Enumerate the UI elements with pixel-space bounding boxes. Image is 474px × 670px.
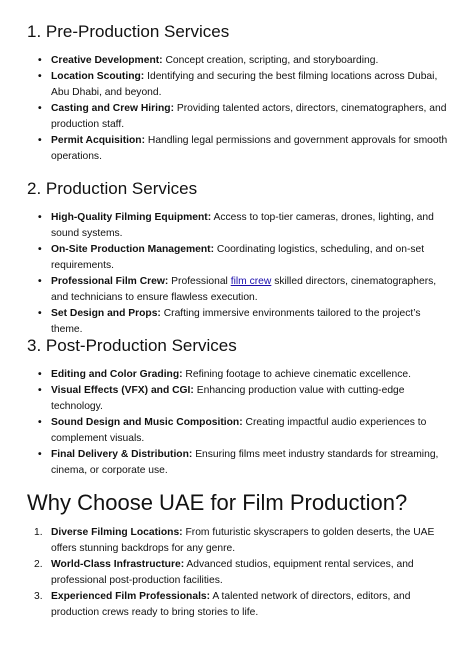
item-term: World-Class Infrastructure: [51, 559, 185, 570]
list-item [51, 53, 449, 69]
list-item [51, 69, 449, 101]
item-text: Coordinating logistics, scheduling, and on-set requirements. [51, 244, 425, 271]
item-text: skilled directors, cinematographers, and technicians to ensure flawless execution. [51, 276, 437, 303]
item-text: From futuristic skyscrapers to golden deserts, the UAE offers stunning backdrops for any genre. [51, 527, 435, 554]
pre-production-list [51, 53, 449, 165]
list-item [51, 133, 449, 165]
list-item [51, 383, 449, 415]
post-production-list [51, 367, 449, 479]
item-term: Diverse Filming Locations: [51, 527, 183, 538]
item-text: Identifying and securing the best filming locations across Dubai, Abu Dhabi, and beyond. [51, 71, 438, 98]
item-term: Casting and Crew Hiring: [51, 103, 174, 114]
item-text: Enhancing production value with cutting-edge technology. [51, 385, 405, 412]
section-heading-post-production: 3. Post-Production Services [27, 336, 237, 355]
item-number: 1. [34, 527, 43, 538]
list-item [51, 367, 449, 383]
list-item [51, 101, 449, 133]
item-term: Set Design and Props: [51, 308, 161, 319]
list-item [51, 242, 449, 274]
list-item [51, 210, 449, 242]
item-term: Location Scouting: [51, 71, 145, 82]
item-text: Creating impactful audio experiences to complement visuals. [51, 417, 427, 444]
item-text: A talented network of directors, editors, and production crews ready to bring stories to life. [51, 591, 411, 618]
list-item [51, 447, 449, 479]
item-term: On-Site Production Management: [51, 244, 215, 255]
item-number: 2. [34, 559, 43, 570]
item-term: Visual Effects (VFX) and CGI: [51, 385, 194, 396]
item-term: Final Delivery & Distribution: [51, 449, 193, 460]
item-term: High-Quality Filming Equipment: [51, 212, 212, 223]
why-choose-list [34, 525, 449, 621]
item-term: Editing and Color Grading: [51, 369, 183, 380]
section-heading-pre-production: 1. Pre-Production Services [27, 22, 230, 41]
list-item [34, 557, 449, 589]
item-number: 3. [34, 591, 43, 602]
item-text: Advanced studios, equipment rental services, and professional post-production facilities. [51, 559, 414, 586]
item-text: Handling legal permissions and government approvals for smooth operations. [51, 135, 448, 162]
item-term: Sound Design and Music Composition: [51, 417, 243, 428]
item-text: Access to top-tier cameras, drones, lighting, and sound systems. [51, 212, 434, 239]
item-text: Concept creation, scripting, and storyboarding. [162, 55, 379, 66]
list-item [51, 306, 449, 338]
item-term: Creative Development: [51, 55, 163, 66]
list-item [34, 525, 449, 557]
item-term: Experienced Film Professionals: [51, 591, 211, 602]
list-item [51, 415, 449, 447]
production-list [51, 210, 449, 338]
item-term: Professional Film Crew: [51, 276, 169, 287]
item-text: Refining footage to achieve cinematic excellence. [182, 369, 411, 380]
item-text: Crafting immersive environments tailored to the project’s theme. [51, 308, 421, 335]
why-choose-heading: Why Choose UAE for Film Production? [27, 490, 408, 515]
item-text: Professional [168, 276, 231, 287]
list-item [34, 589, 449, 621]
list-item [51, 274, 449, 306]
item-text: Ensuring films meet industry standards for streaming, cinema, or corporate use. [51, 449, 439, 476]
item-term: Permit Acquisition: [51, 135, 146, 146]
item-text: Providing talented actors, directors, cinematographers, and production staff. [51, 103, 447, 130]
film-crew-link[interactable]: film crew [230, 276, 272, 287]
section-heading-production: 2. Production Services [27, 179, 198, 198]
